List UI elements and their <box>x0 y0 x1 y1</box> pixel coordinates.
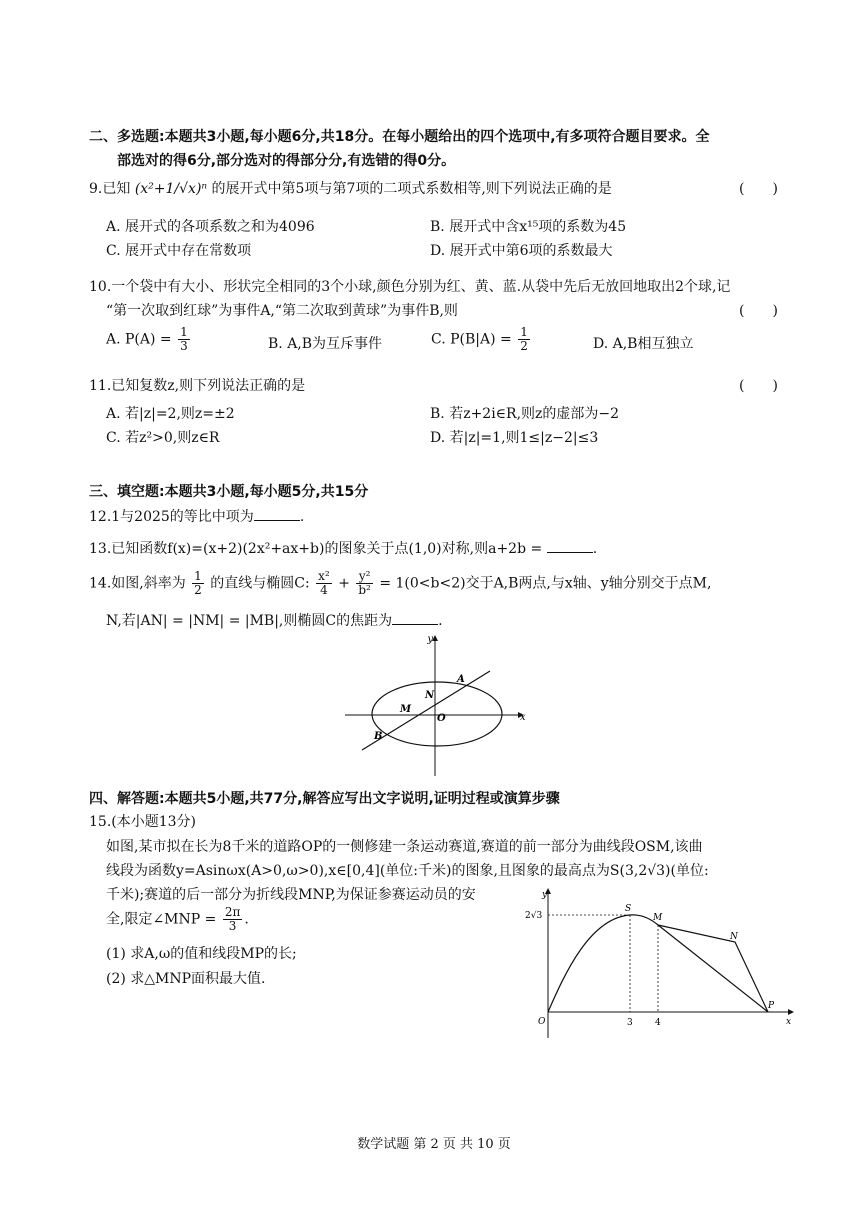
numerator: 1 <box>180 325 188 339</box>
numerator: 2π <box>224 905 241 919</box>
stem-text: . <box>438 613 443 629</box>
point-label-n: N <box>425 690 435 701</box>
denominator: 4 <box>320 583 328 597</box>
option-d: D. 展开式中第6项的系数最大 <box>430 243 613 259</box>
stem-text: 13.已知函数f(x)=(x+2)(2x²+ax+b)的图象关于点(1,0)对称,则a+2b = <box>89 541 543 557</box>
stem-text: + <box>338 575 350 592</box>
denominator: 2 <box>520 339 528 353</box>
stem-text: N,若|AN| = |NM| = |MB|,则椭圆C的焦距为 <box>106 613 393 629</box>
option-d: D. 若|z|=1,则1≤|z−2|≤3 <box>430 430 599 446</box>
option-c: C. 展开式中存在常数项 <box>106 243 252 259</box>
question-14-stem-cont <box>106 610 443 630</box>
axis-label-x: x <box>786 1017 792 1027</box>
origin-label: O <box>437 713 446 724</box>
denominator: 2 <box>194 583 202 597</box>
option-a: A. 展开式的各项系数之和为4096 <box>106 219 315 235</box>
question-10-stem-cont: “第一次取到红球”为事件A,“第二次取到黄球”为事件B,则 <box>106 303 458 319</box>
point-label-p: P <box>768 1001 775 1011</box>
option-b: B. 展开式中含x¹⁵项的系数为45 <box>430 219 627 235</box>
point-label-b: B <box>374 731 383 742</box>
y-tick-label: 2√3 <box>525 911 543 921</box>
question-13 <box>89 538 597 558</box>
stem-text: 的直线与椭圆C: <box>210 575 310 592</box>
answer-blank[interactable] <box>254 508 300 521</box>
track-figure <box>520 883 800 1041</box>
stem-text: 12.1与2025的等比中项为 <box>89 509 254 525</box>
numerator: y² <box>356 570 373 584</box>
option-text: C. P(B|A) = <box>431 331 512 348</box>
option-c: C. 若z²>0,则z∈R <box>106 430 220 446</box>
fraction <box>223 906 243 933</box>
denominator: 3 <box>228 919 237 933</box>
question-9-stem <box>89 178 612 198</box>
point-label-m: M <box>653 913 663 923</box>
answer-parentheses: ( ) <box>739 303 778 319</box>
stem-text: 全,限定∠MNP = <box>106 911 217 928</box>
point-label-s: S <box>625 904 632 914</box>
option-c <box>431 326 532 353</box>
fraction <box>356 570 373 597</box>
stem-text: . <box>592 541 598 557</box>
sub-question-1: (1) 求A,ω的值和线段MP的长; <box>106 946 297 962</box>
option-text: A. P(A) = <box>106 331 172 348</box>
stem-text: 的展开式中第5项与第7项的二项式系数相等,则下列说法正确的是 <box>211 181 612 197</box>
section-title: 四、解答题:本题共5小题,共77分,解答应写出文字说明,证明过程或演算步骤 <box>89 791 560 807</box>
question-15-head: 15.(本小题13分) <box>89 814 197 830</box>
question-15-text: 线段为函数y=Asinωx(A>0,ω>0),x∈[0,4](单位:千米)的图象,且图象的最高点为S(3,2√3)(单位: <box>106 863 709 879</box>
stem-text: . <box>244 911 249 928</box>
answer-blank[interactable] <box>547 540 593 553</box>
sub-question-2: (2) 求△MNP面积最大值. <box>106 971 266 987</box>
fraction <box>178 326 190 353</box>
origin-label: O <box>538 1017 546 1027</box>
segment-mp <box>658 925 768 1012</box>
page-footer: 数学试题 第 2 页 共 10 页 <box>357 1137 511 1152</box>
denominator: b² <box>358 583 371 597</box>
fraction <box>518 326 530 353</box>
option-a: A. 若|z|=2,则z=±2 <box>106 406 235 422</box>
denominator: 3 <box>180 339 188 353</box>
x-tick-label-4: 4 <box>655 1018 661 1028</box>
fraction <box>192 570 204 597</box>
axis-label-y: y <box>427 634 433 645</box>
answer-parentheses: ( ) <box>739 378 778 394</box>
option-a <box>106 326 192 353</box>
section-title: 三、填空题:本题共3小题,每小题5分,共15分 <box>89 484 369 500</box>
axis-label-x: x <box>520 712 526 723</box>
option-b: B. A,B为互斥事件 <box>268 336 383 352</box>
binomial-expression: (x²+1/√x)ⁿ <box>134 181 208 197</box>
question-15-text <box>106 906 249 933</box>
sine-curve <box>548 915 658 1012</box>
answer-blank[interactable] <box>392 612 438 625</box>
option-d: D. A,B相互独立 <box>593 336 694 352</box>
question-15-text: 千米);赛道的后一部分为折线段MNP,为保证参赛运动员的安 <box>106 887 476 903</box>
numerator: x² <box>318 569 330 583</box>
point-label-m: M <box>400 704 412 715</box>
numerator: 1 <box>520 325 528 339</box>
section-title-continued: 部选对的得6分,部分选对的得部分分,有选错的得0分。 <box>117 153 456 169</box>
stem-text: 14.如图,斜率为 <box>89 575 186 592</box>
section-title: 二、多选题:本题共3小题,每小题6分,共18分。在每小题给出的四个选项中,有多项符合题目要求。全 <box>89 129 710 145</box>
stem-text: . <box>299 509 305 525</box>
question-11-stem: 11.已知复数z,则下列说法正确的是 <box>89 378 306 394</box>
question-number: 9. <box>89 181 103 197</box>
answer-parentheses: ( ) <box>739 181 778 197</box>
numerator: 1 <box>194 569 202 583</box>
question-12 <box>89 506 304 526</box>
question-15-text: 如图,某市拟在长为8千米的道路OP的一侧修建一条运动赛道,赛道的前一部分为曲线段OSM,该曲 <box>106 839 703 855</box>
option-b: B. 若z+2i∈R,则z的虚部为−2 <box>430 406 620 422</box>
ellipse-figure <box>340 628 530 778</box>
point-label-a: A <box>457 674 465 685</box>
stem-text: 已知 <box>102 181 131 197</box>
point-label-n: N <box>730 932 738 942</box>
question-10-stem: 10.一个袋中有大小、形状完全相同的3个小球,颜色分别为红、黄、蓝.从袋中先后无放回地取出2个球,记 <box>89 279 731 295</box>
question-14-stem <box>89 570 711 597</box>
stem-text: = 1(0<b<2)交于A,B两点,与x轴、y轴分别交于点M, <box>379 575 712 592</box>
x-tick-label-3: 3 <box>627 1018 633 1028</box>
axis-label-y: y <box>542 890 548 900</box>
fraction <box>316 570 332 597</box>
